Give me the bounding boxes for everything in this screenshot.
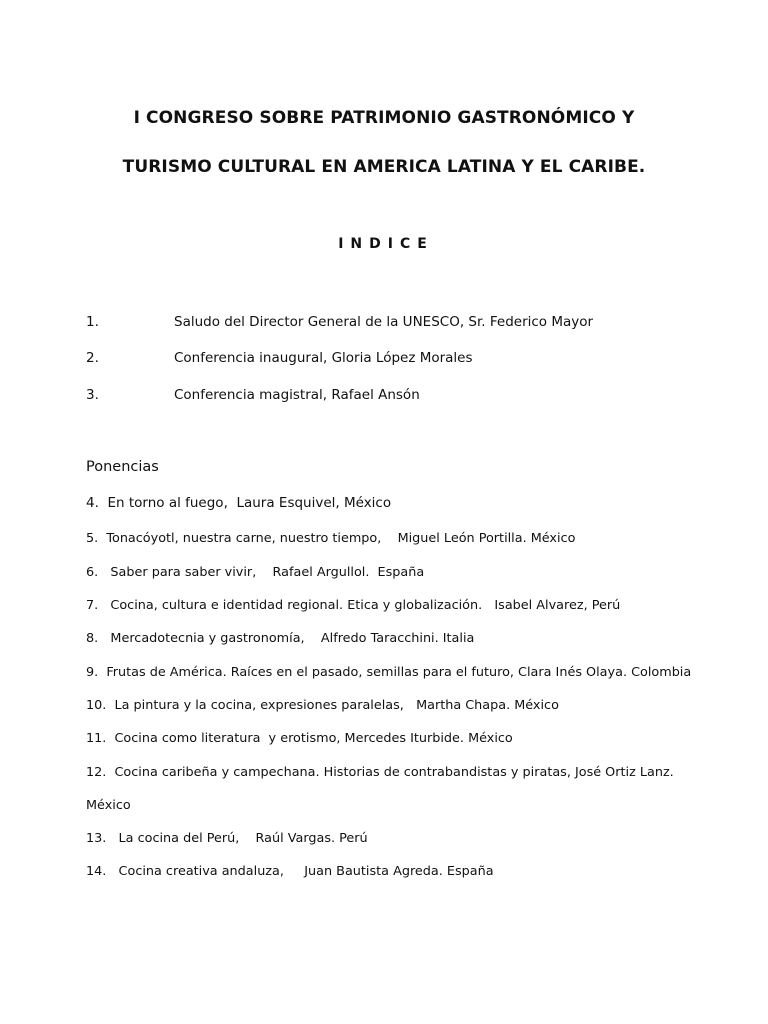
ponencia-item: 14. Cocina creativa andaluza, Juan Bautista Agreda. España: [86, 864, 494, 879]
toc-item-number: 2.: [86, 350, 99, 366]
ponencias-heading: Ponencias: [86, 459, 159, 475]
ponencia-item: 7. Cocina, cultura e identidad regional. Etica y globalización. Isabel Alvarez, Perú: [86, 598, 621, 613]
toc-item: [86, 314, 593, 330]
ponencia-item-continuation: México: [86, 798, 131, 813]
ponencia-item: 8. Mercadotecnia y gastronomía, Alfredo Taracchini. Italia: [86, 631, 475, 646]
toc-item-number: 1.: [86, 314, 99, 330]
toc-item-text: Conferencia magistral, Rafael Ansón: [174, 387, 420, 403]
ponencia-item: 9. Frutas de América. Raíces en el pasado, semillas para el futuro, Clara Inés Olaya. Colombia: [86, 665, 692, 680]
ponencia-item: 4. En torno al fuego, Laura Esquivel, México: [86, 495, 392, 511]
document-title-line-2: TURISMO CULTURAL EN AMERICA LATINA Y EL CARIBE.: [122, 157, 646, 177]
ponencia-item: 10. La pintura y la cocina, expresiones paralelas, Martha Chapa. México: [86, 698, 559, 713]
toc-item: [86, 350, 473, 366]
toc-item-text: Conferencia inaugural, Gloria López Morales: [174, 350, 473, 366]
toc-item-text: Saludo del Director General de la UNESCO, Sr. Federico Mayor: [174, 314, 594, 330]
ponencia-item: 6. Saber para saber vivir, Rafael Argullol. España: [86, 565, 425, 580]
ponencia-item: 5. Tonacóyotl, nuestra carne, nuestro tiempo, Miguel León Portilla. México: [86, 531, 576, 546]
index-heading: INDICE: [338, 236, 434, 252]
ponencia-item: 12. Cocina caribeña y campechana. Historias de contrabandistas y piratas, José Ortiz Lanz.: [86, 765, 674, 780]
toc-item-number: 3.: [86, 387, 99, 403]
ponencia-item: 13. La cocina del Perú, Raúl Vargas. Perú: [86, 831, 368, 846]
toc-item: [86, 387, 420, 403]
ponencia-item: 11. Cocina como literatura y erotismo, Mercedes Iturbide. México: [86, 731, 513, 746]
document-title-line-1: I CONGRESO SOBRE PATRIMONIO GASTRONÓMICO Y: [133, 108, 635, 128]
